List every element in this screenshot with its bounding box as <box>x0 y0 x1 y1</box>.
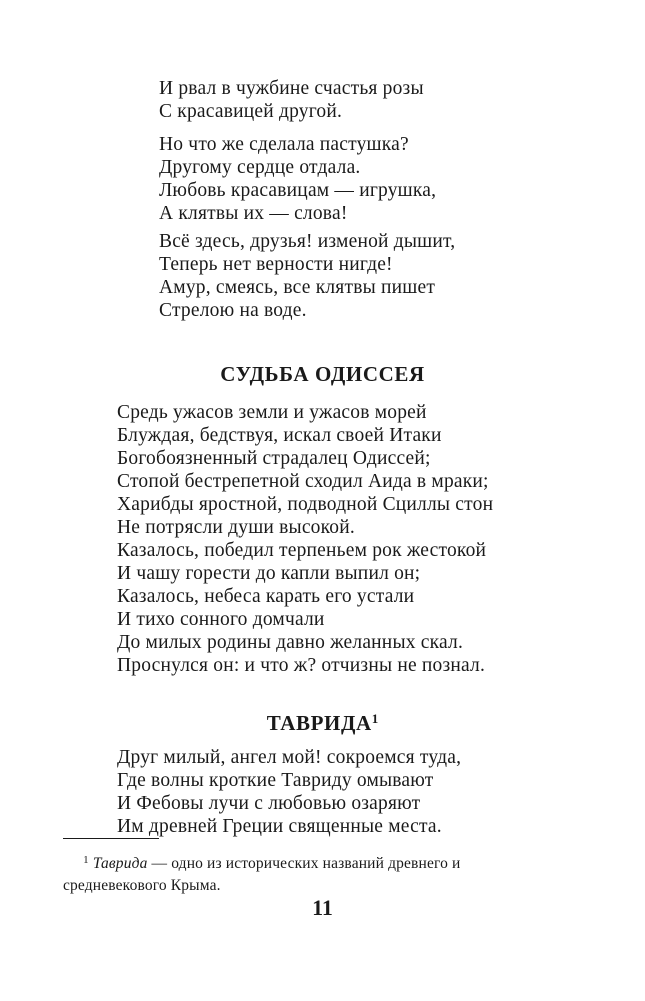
footnote-divider <box>63 838 159 839</box>
poem-odysseus <box>117 401 493 677</box>
verse-line: Всё здесь, друзья! изменой дышит, <box>159 231 456 252</box>
footnote <box>63 849 583 897</box>
verse-line: Где волны кроткие Тавриду омывают <box>117 770 434 791</box>
verse-line: А клятвы их — слова! <box>159 203 348 224</box>
verse-line: Блуждая, бедствуя, искал своей Итаки <box>117 425 442 446</box>
verse-line: Харибды яростной, подводной Сциллы стон <box>117 494 494 515</box>
verse-line: До милых родины давно желанных скал. <box>117 632 464 653</box>
verse-line: Амур, смеясь, все клятвы пишет <box>159 277 436 298</box>
stanza-3 <box>159 230 455 322</box>
verse-line: И тихо сонного домчали <box>117 609 325 630</box>
stanza-2 <box>159 133 436 225</box>
footnote-mark: 1 <box>83 854 89 866</box>
footnote-reference: 1 <box>371 711 379 726</box>
poem-title-text: ТАВРИДА <box>266 711 372 735</box>
verse-line: И Фебовы лучи с любовью озаряют <box>117 793 421 814</box>
poem-tavrida <box>117 746 461 838</box>
poem-title-tavrida <box>0 706 645 736</box>
verse-line: И чашу горести до капли выпил он; <box>117 563 421 584</box>
verse-line: Им древней Греции священные места. <box>117 816 442 837</box>
verse-line: Другому сердце отдала. <box>159 157 361 178</box>
verse-line: Казалось, небеса карать его устали <box>117 586 415 607</box>
footnote-text: — одно из исторических названий древнего и <box>147 855 461 872</box>
footnote-line <box>63 849 583 875</box>
verse-line: Казалось, победил терпеньем рок жестокой <box>117 540 487 561</box>
poem-title-odysseus: СУДЬБА ОДИССЕЯ <box>220 362 425 386</box>
verse-line: Но что же сделала пастушка? <box>159 134 409 155</box>
verse-line: Стрелою на воде. <box>159 300 307 321</box>
footnote-term: Таврида <box>92 855 148 872</box>
verse-line: Богобоязненный страдалец Одиссей; <box>117 448 431 469</box>
footnote-line: средневекового Крыма. <box>63 877 221 894</box>
page-number: 11 <box>312 895 333 920</box>
verse-line: И рвал в чужбине счастья розы <box>159 78 424 99</box>
verse-line: Не потрясли души высокой. <box>117 517 355 538</box>
verse-line: Проснулся он: и что ж? отчизны не познал. <box>117 655 486 676</box>
verse-line: Средь ужасов земли и ужасов морей <box>117 402 427 423</box>
verse-line: Стопой бестрепетной сходил Аида в мраки; <box>117 471 489 492</box>
stanza-1 <box>159 77 424 123</box>
verse-line: Друг милый, ангел мой! сокроемся туда, <box>117 747 462 768</box>
verse-line: Любовь красавицам — игрушка, <box>159 180 437 201</box>
verse-line: Теперь нет верности нигде! <box>159 254 393 275</box>
verse-line: С красавицей другой. <box>159 101 343 122</box>
